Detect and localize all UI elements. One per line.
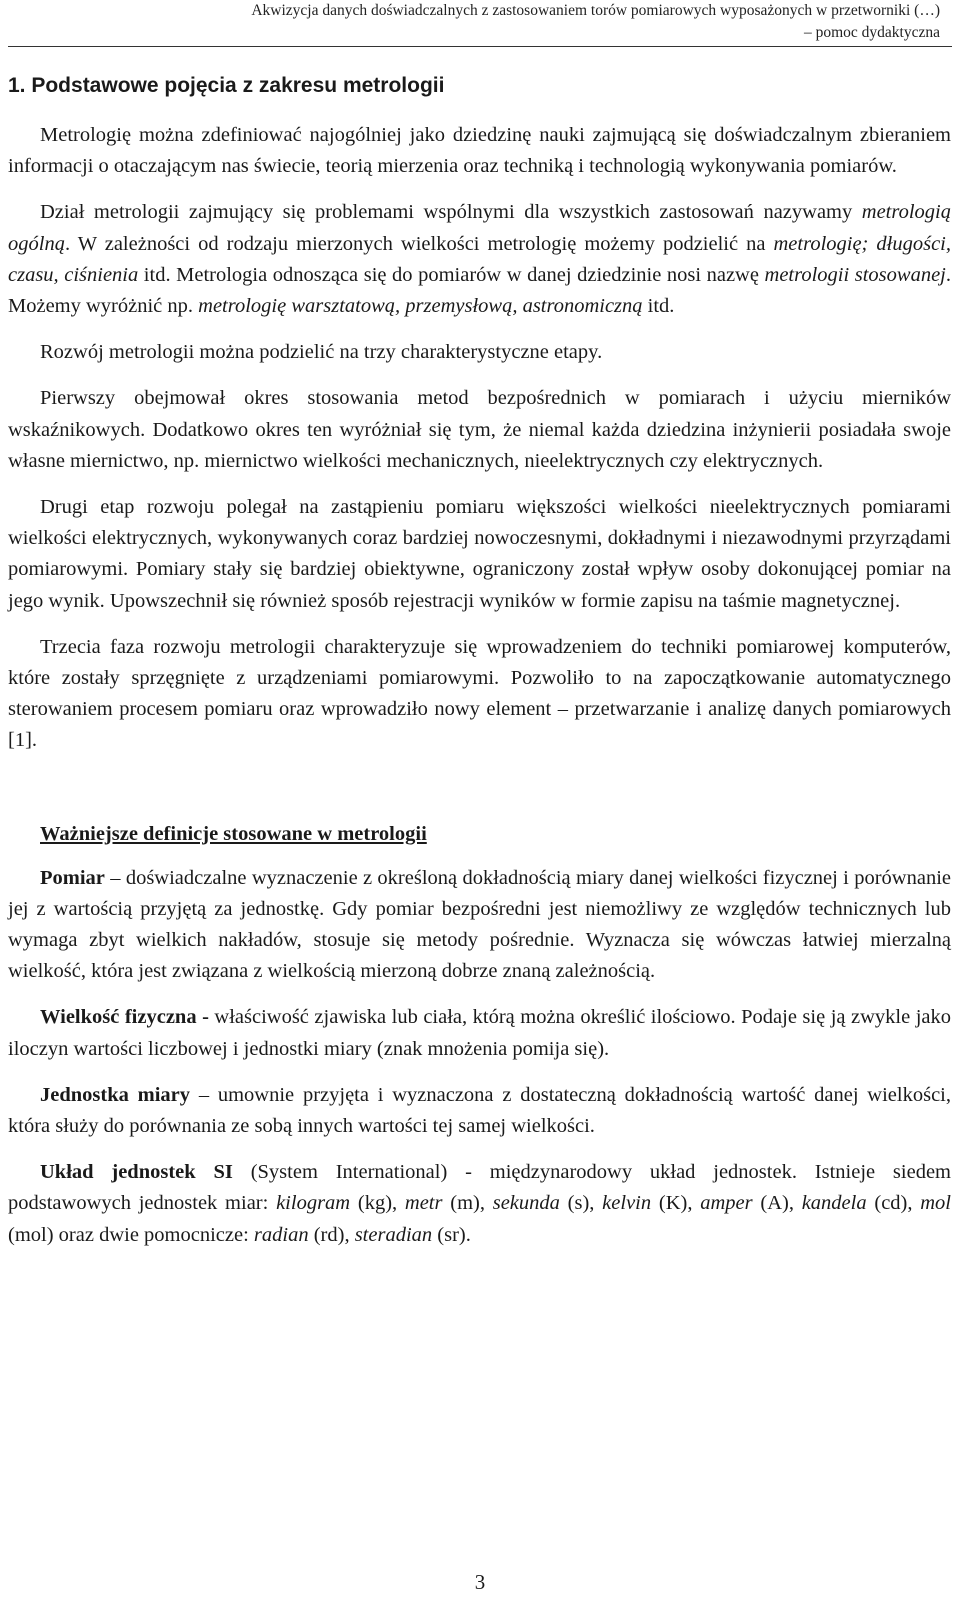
text-run: (m),: [442, 1192, 493, 1215]
italic-term: metrologią ogólną: [8, 201, 951, 255]
italic-term: metrologię warsztatową, przemysłową, astronomiczną: [198, 295, 643, 318]
running-header: [40, 0, 940, 44]
text-run: . Możemy wyróżnić np.: [8, 263, 951, 318]
definition-term: Wielkość fizyczna -: [40, 1006, 209, 1029]
header-divider: [8, 46, 952, 47]
definition-pomiar: [8, 863, 951, 988]
unit-name: radian: [253, 1223, 309, 1246]
text-run: (System International) - międzynarodowy układ jednostek. Istnieje siedem podstawowych jednostek miar:: [8, 1161, 952, 1215]
unit-name: steradian: [354, 1223, 433, 1246]
page-body: [8, 66, 951, 1266]
italic-term: metrologii stosowanej: [764, 263, 946, 286]
unit-name: sekunda: [492, 1192, 560, 1215]
definition-text: – doświadczalne wyznaczenie z określoną dokładnością miary danej wielkości fizycznej i porównanie jej z wartością przyjętą za jednostkę. Gdy pomiar bezpośredni jest niemożliwy ze względów technicznych lub wymaga zbyt wielkich nakładów, stosuje się metody pośrednie. Wyznacza się wówczas łatwiej mierzalną wielkość, która jest związana z wielkością mierzoną dobrze znaną zależnością.: [8, 866, 951, 983]
definition-text: właściwość zjawiska lub ciała, którą można określić ilościowo. Podaje się ją zwykle jako iloczyn wartości liczbowej i jednostki miary (znak mnożenia pomija się).: [8, 1006, 951, 1060]
text-run: (rd),: [308, 1223, 355, 1246]
unit-name: amper: [700, 1192, 753, 1215]
paragraph-stages-intro: Rozwój metrologii można podzielić na trzy charakterystyczne etapy.: [40, 341, 603, 364]
paragraph-first-stage: Pierwszy obejmował okres stosowania metod bezpośrednich w pomiarach i użyciu mierników wskaźnikowych. Dodatkowo okres ten wyróżniał się tym, że niemal każda dziedzina inżynierii posiadała swoje własne miernictwo, np. miernictwo wielkości mechanicznych, nieelektrycznych czy elektrycznych.: [8, 387, 951, 472]
text-run: . W zależności od rodzaju mierzonych wielkości metrologię możemy podzielić na: [64, 232, 774, 255]
unit-name: metr: [404, 1192, 443, 1215]
definition-text: – umownie przyjęta i wyznaczona z dostateczną dokładnością wartość danej wielkości, która służy do porównania ze sobą innych wartości tej samej wielkości.: [8, 1083, 951, 1138]
unit-name: kelvin: [602, 1192, 652, 1215]
unit-name: mol: [920, 1192, 951, 1215]
page-number: 3: [474, 1570, 486, 1594]
definition-wielkosc-fizyczna: [8, 1002, 951, 1064]
definition-term: Jednostka miary: [40, 1083, 191, 1106]
paragraph-second-stage: Drugi etap rozwoju polegał na zastąpieniu pomiaru większości wielkości nieelektrycznych pomiarami wielkości elektrycznych, wykonywanych coraz bardziej nowoczesnymi, dokładnymi i niezawodnymi przyrządami pomiarowymi. Pomiary stały się bardziej obiektywne, ograniczony został wpływ osoby dokonującej pomiar na jego wynik. Upowszechnił się również sposób rejestracji wyników w formie zapisu na taśmie magnetycznej.: [8, 496, 951, 612]
text-run: itd.: [642, 295, 675, 318]
paragraph-metrology-branches: [8, 197, 951, 322]
definition-term: Pomiar: [40, 866, 105, 889]
header-title: Akwizycja danych doświadczalnych z zastosowaniem torów pomiarowych wyposażonych w przetworniki (…): [251, 2, 940, 19]
text-run: Dział metrologii zajmujący się problemami wspólnymi dla wszystkich zastosowań nazywamy: [40, 201, 862, 224]
text-run: (K),: [651, 1192, 701, 1215]
text-run: (kg),: [350, 1192, 405, 1215]
italic-term: metrologię; długości, czasu, ciśnienia: [8, 232, 951, 286]
text-run: (A),: [752, 1192, 802, 1215]
subsection-title: Ważniejsze definicje stosowane w metrologii: [40, 822, 427, 845]
text-run: (s),: [559, 1192, 603, 1215]
paragraph-definition-metrology: Metrologię można zdefiniować najogólniej jako dziedzinę nauki zajmującą się doświadczalnym zbieraniem informacji o otaczającym nas świecie, teorią mierzenia oraz techniką i technologią wykonywania pomiarów.: [8, 124, 951, 178]
unit-name: kilogram: [276, 1192, 351, 1215]
header-subtitle: – pomoc dydaktyczna: [803, 24, 940, 41]
definition-uklad-si: [8, 1157, 951, 1251]
definition-jednostka-miary: [8, 1080, 951, 1142]
text-run: (sr).: [432, 1223, 471, 1246]
text-run: (mol) oraz dwie pomocnicze:: [8, 1223, 254, 1246]
paragraph-third-stage: Trzecia faza rozwoju metrologii charakteryzuje się wprowadzeniem do techniki pomiarowej komputerów, które zostały sprzęgnięte z urządzeniami pomiarowymi. Pozwoliło to na zapoczątkowanie automatycznego sterowaniem procesem pomiaru oraz wprowadziło nowy element – przetwarzanie i analizę danych pomiarowych [1].: [8, 635, 951, 752]
definition-term: Układ jednostek SI: [40, 1161, 233, 1184]
section-title: 1. Podstawowe pojęcia z zakresu metrologii: [8, 74, 445, 97]
text-run: (cd),: [866, 1192, 921, 1215]
text-run: itd. Metrologia odnosząca się do pomiarów w danej dziedzinie nosi nazwę: [138, 263, 765, 286]
unit-name: kandela: [801, 1192, 867, 1215]
